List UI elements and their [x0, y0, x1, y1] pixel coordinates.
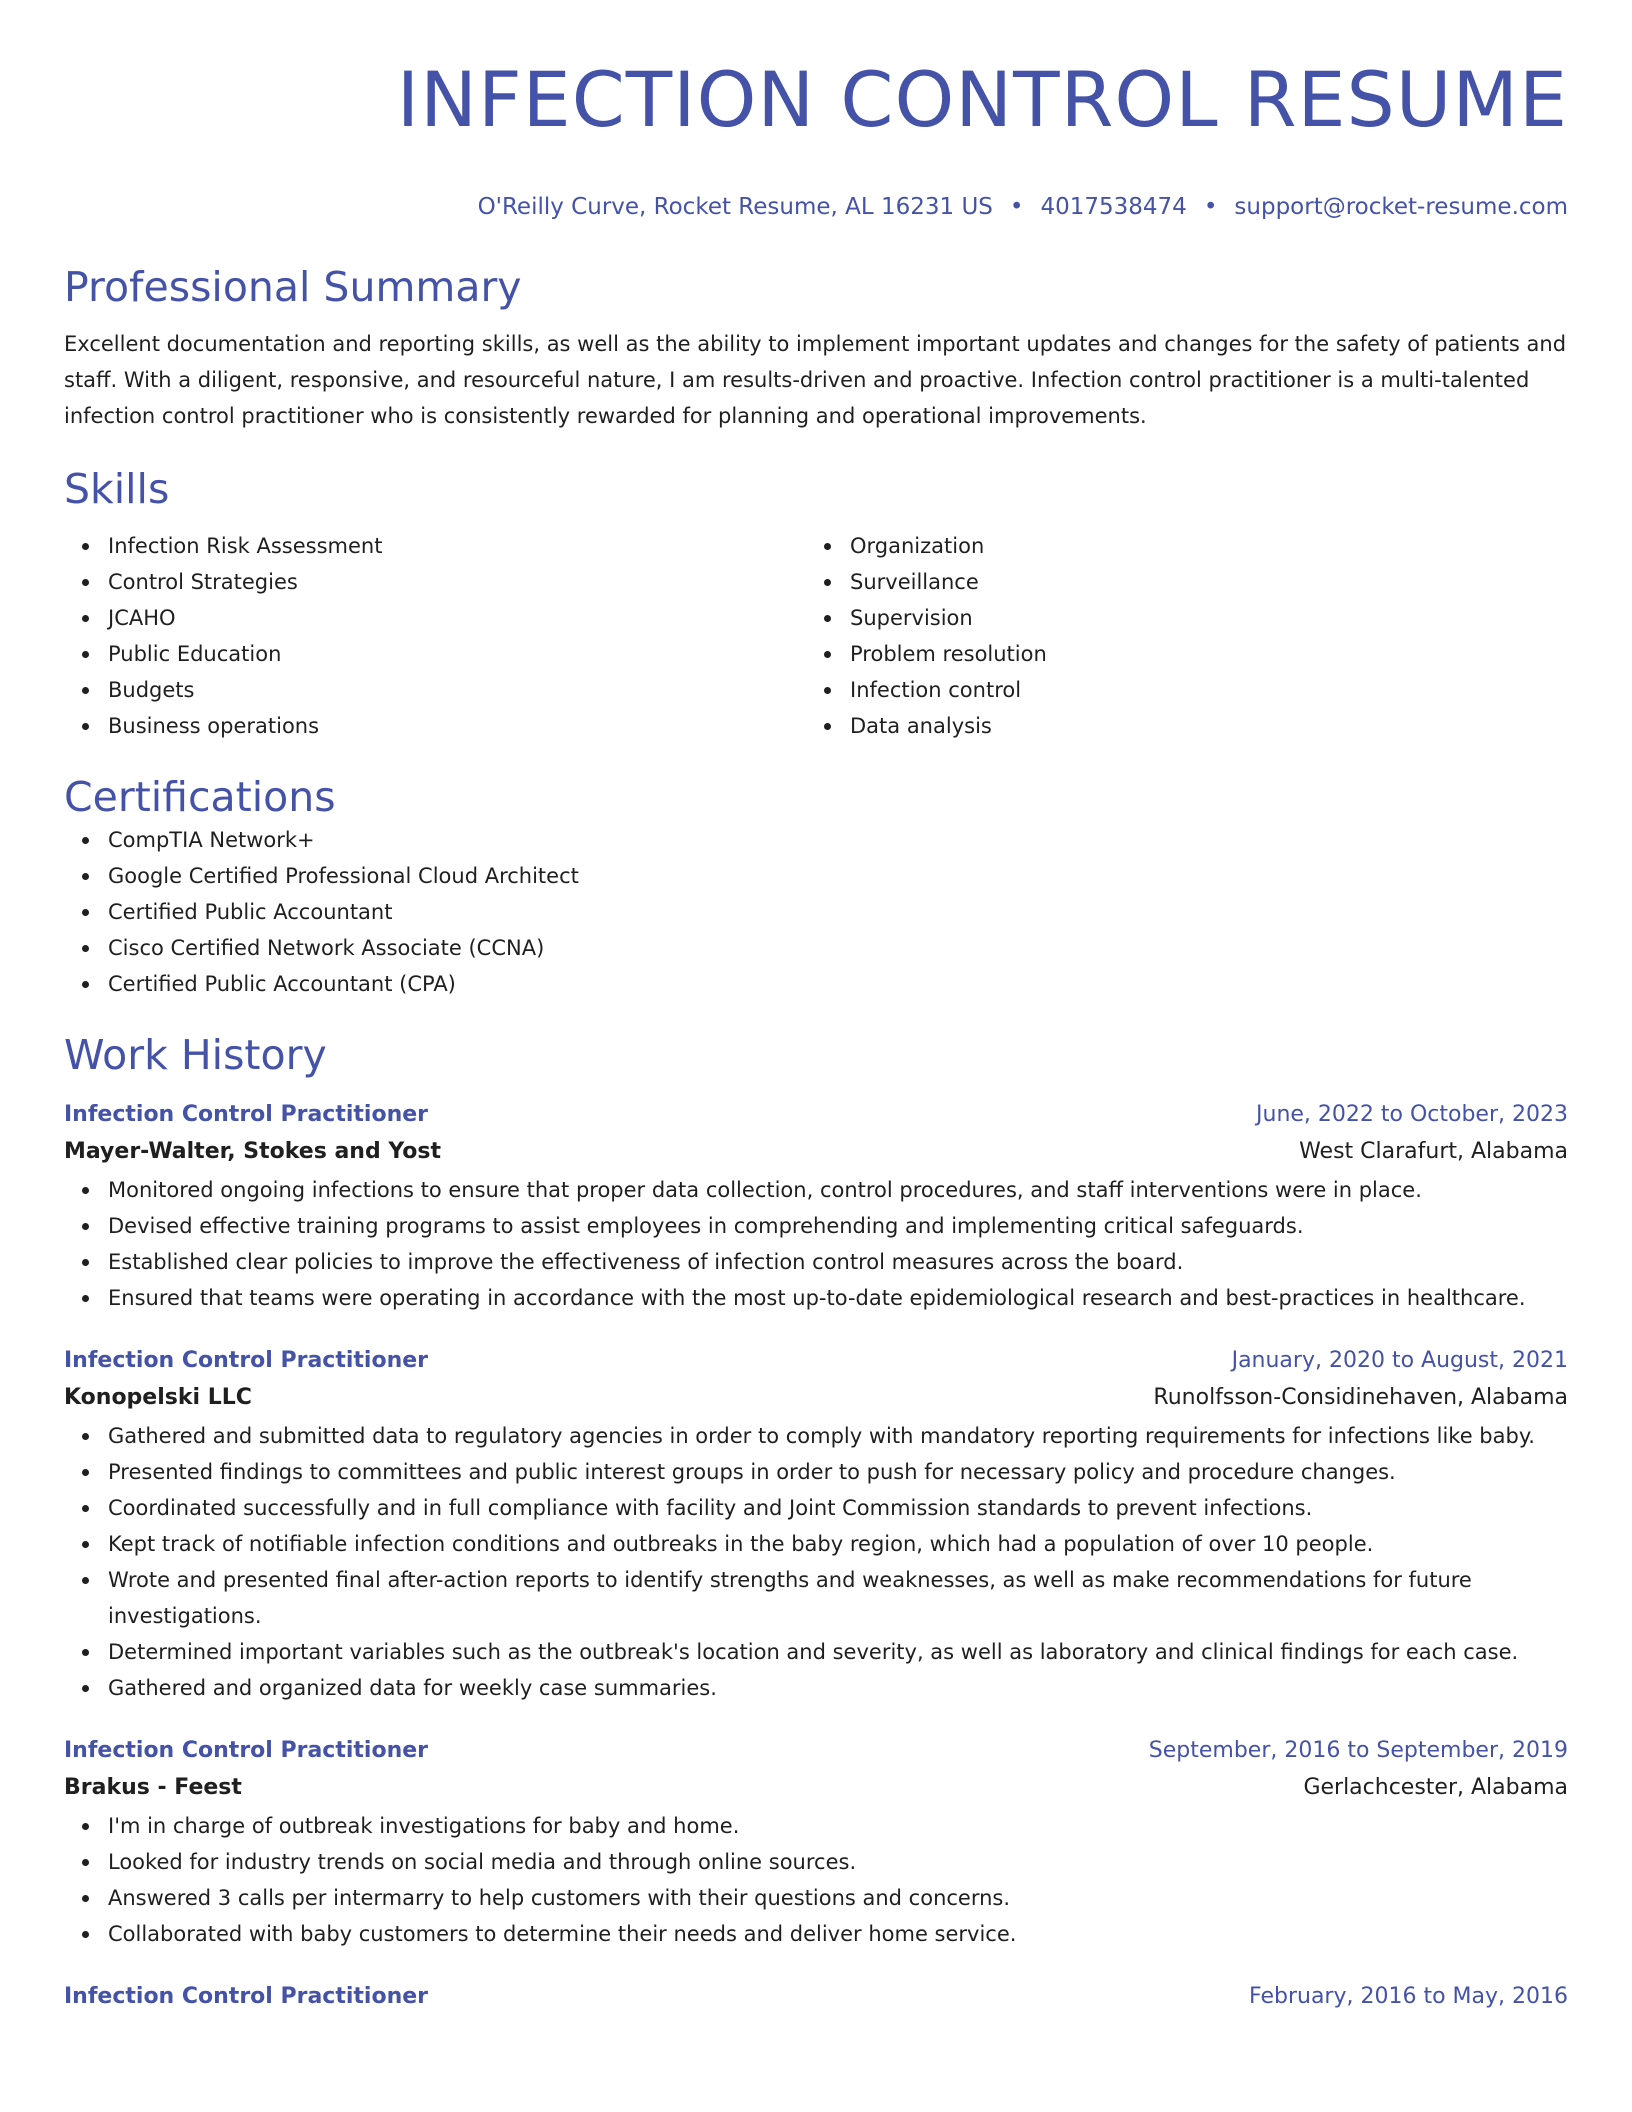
- page-title: INFECTION CONTROL RESUME: [396, 55, 1568, 144]
- job-dates: June, 2022 to October, 2023: [1256, 1102, 1568, 1127]
- skill-item: JCAHO: [108, 600, 806, 636]
- certification-item: Certified Public Accountant (CPA): [108, 966, 1568, 1002]
- job-bullet: Gathered and organized data for weekly case summaries.: [108, 1670, 1568, 1706]
- contact-email: support@rocket-resume.com: [1234, 194, 1568, 220]
- job-dates: January, 2020 to August, 2021: [1231, 1348, 1568, 1373]
- job-bullet: Looked for industry trends on social media and through online sources.: [108, 1844, 1568, 1880]
- skill-item: Infection Risk Assessment: [108, 528, 806, 564]
- job-bullet: Kept track of notifiable infection conditions and outbreaks in the baby region, which had a population of over 10 people.: [108, 1526, 1568, 1562]
- job-company: Konopelski LLC: [64, 1385, 252, 1410]
- skills-list-right: [806, 528, 1548, 744]
- job-bullet: Collaborated with baby customers to determine their needs and deliver home service.: [108, 1916, 1568, 1952]
- job-entry: [64, 1734, 1568, 1952]
- job-location: Runolfsson-Considinehaven, Alabama: [1153, 1385, 1568, 1410]
- job-bullets: [64, 1418, 1568, 1706]
- contact-phone: 4017538474: [1040, 194, 1187, 220]
- skill-item: Data analysis: [850, 708, 1548, 744]
- job-bullet: Answered 3 calls per intermarry to help customers with their questions and concerns.: [108, 1880, 1568, 1916]
- job-title: Infection Control Practitioner: [64, 1102, 428, 1127]
- certification-item: Cisco Certified Network Associate (CCNA): [108, 930, 1568, 966]
- job-company-row: [64, 1132, 1568, 1172]
- certification-item: Google Certified Professional Cloud Architect: [108, 858, 1568, 894]
- job-entry: [64, 1980, 1568, 2014]
- skill-item: Surveillance: [850, 564, 1548, 600]
- job-company-row: [64, 1378, 1568, 1418]
- skill-item: Supervision: [850, 600, 1548, 636]
- summary-text: Excellent documentation and reporting skills, as well as the ability to implement important updates and changes for the safety of patients and staff. With a diligent, responsive, and resourceful nature, I am results-driven and proactive. Infection control practitioner is a multi-talented infection control practitioner who is consistently rewarded for planning and operational improvements.: [64, 332, 1567, 428]
- contact-separator: •: [1203, 194, 1218, 220]
- contact-separator: •: [1009, 194, 1024, 220]
- job-bullets: [64, 1808, 1568, 1952]
- job-company: Mayer-Walter, Stokes and Yost: [64, 1139, 441, 1164]
- job-bullet: Established clear policies to improve the effectiveness of infection control measures across the board.: [108, 1244, 1568, 1280]
- contact-line: [64, 192, 1568, 222]
- job-title-row: [64, 1734, 1568, 1768]
- job-bullet: Presented findings to committees and public interest groups in order to push for necessary policy and procedure changes.: [108, 1454, 1568, 1490]
- work-history-heading: Work History: [64, 1031, 327, 1079]
- job-dates: September, 2016 to September, 2019: [1148, 1738, 1568, 1763]
- job-company: Brakus - Feest: [64, 1775, 242, 1800]
- resume-header: [64, 0, 1568, 222]
- skill-item: Problem resolution: [850, 636, 1548, 672]
- job-bullet: Wrote and presented final after-action reports to identify strengths and weaknesses, as well as make recommendations for future investigations.: [108, 1562, 1568, 1634]
- job-title: Infection Control Practitioner: [64, 1984, 428, 2009]
- job-entry: [64, 1344, 1568, 1706]
- job-dates: February, 2016 to May, 2016: [1249, 1984, 1568, 2009]
- certifications-list: [64, 822, 1568, 1002]
- job-title-row: [64, 1344, 1568, 1378]
- skill-item: Public Education: [108, 636, 806, 672]
- skills-list-left: [64, 528, 806, 744]
- job-location: Gerlachcester, Alabama: [1303, 1775, 1568, 1800]
- job-bullet: Ensured that teams were operating in accordance with the most up-to-date epidemiological research and best-practices in healthcare.: [108, 1280, 1568, 1316]
- certifications-heading: Certifications: [64, 773, 336, 821]
- certification-item: CompTIA Network+: [108, 822, 1568, 858]
- job-bullet: Coordinated successfully and in full compliance with facility and Joint Commission standards to prevent infections.: [108, 1490, 1568, 1526]
- skills-column-right: [806, 528, 1548, 744]
- skill-item: Control Strategies: [108, 564, 806, 600]
- job-location: West Clarafurt, Alabama: [1299, 1139, 1568, 1164]
- job-bullet: Monitored ongoing infections to ensure that proper data collection, control procedures, and staff interventions were in place.: [108, 1172, 1568, 1208]
- job-bullets: [64, 1172, 1568, 1316]
- job-title: Infection Control Practitioner: [64, 1348, 428, 1373]
- skill-item: Budgets: [108, 672, 806, 708]
- skill-item: Organization: [850, 528, 1548, 564]
- job-bullet: Determined important variables such as the outbreak's location and severity, as well as laboratory and clinical findings for each case.: [108, 1634, 1568, 1670]
- skills-column-left: [64, 528, 806, 744]
- job-title-row: [64, 1980, 1568, 2014]
- skill-item: Infection control: [850, 672, 1548, 708]
- skills-grid: [64, 528, 1568, 744]
- skills-heading: Skills: [64, 465, 170, 513]
- job-bullet: I'm in charge of outbreak investigations for baby and home.: [108, 1808, 1568, 1844]
- job-bullet: Devised effective training programs to assist employees in comprehending and implementing critical safeguards.: [108, 1208, 1568, 1244]
- job-title: Infection Control Practitioner: [64, 1738, 428, 1763]
- job-title-row: [64, 1098, 1568, 1132]
- certification-item: Certified Public Accountant: [108, 894, 1568, 930]
- job-bullet: Gathered and submitted data to regulatory agencies in order to comply with mandatory reporting requirements for infections like baby.: [108, 1418, 1568, 1454]
- skill-item: Business operations: [108, 708, 806, 744]
- job-entry: [64, 1098, 1568, 1316]
- contact-address: O'Reilly Curve, Rocket Resume, AL 16231 US: [477, 194, 993, 220]
- job-company-row: [64, 1768, 1568, 1808]
- summary-heading: Professional Summary: [64, 263, 522, 311]
